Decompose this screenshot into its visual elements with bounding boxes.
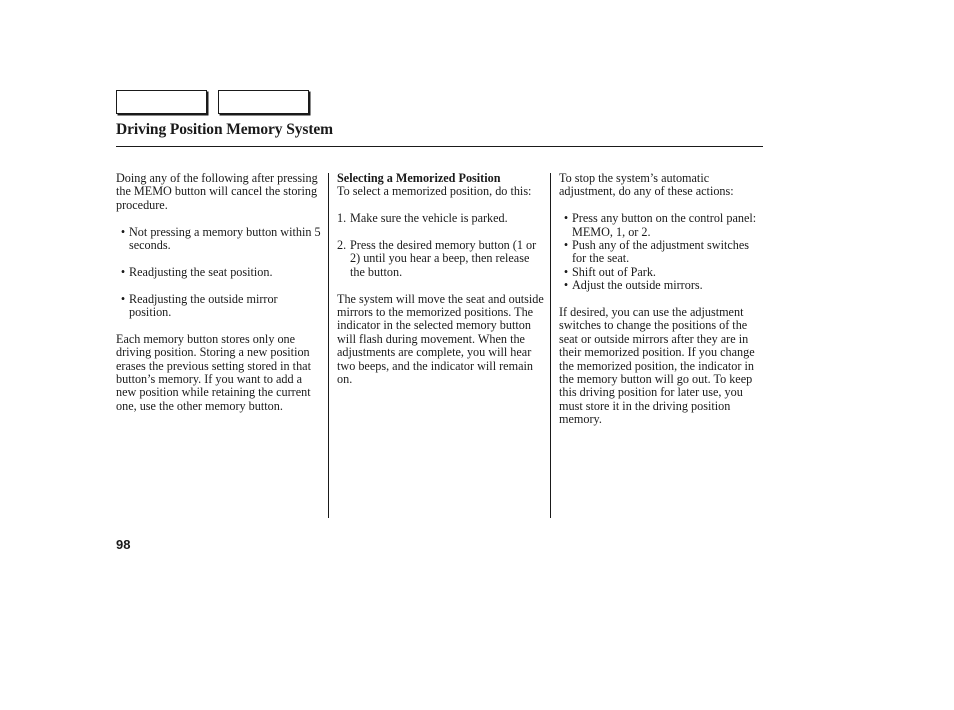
column-1 xyxy=(116,172,322,413)
page-number: 98 xyxy=(116,537,131,552)
column-2 xyxy=(337,172,545,386)
col1-intro: Doing any of the following after pressing the MEMO button will cancel the storing procedure. xyxy=(116,171,318,212)
list-item xyxy=(116,226,322,253)
list-item-text: Adjust the outside mirrors. xyxy=(572,278,703,293)
step-text: Press the desired memory button (1 or 2) until you hear a beep, then release the button. xyxy=(350,238,537,279)
list-item-text: Not pressing a memory button within 5 seconds. xyxy=(129,224,321,253)
nav-tab-button-1[interactable] xyxy=(116,90,207,114)
col3-paragraph: If desired, you can use the adjustment switches to change the positions of the seat or outside mirrors after they are in their memorized position. If you change the memorized position, the indicator in the memory button will go out. To keep this driving position for later use, you must store it in the driving position memory. xyxy=(559,305,755,427)
column-3 xyxy=(559,172,762,427)
title-rule xyxy=(116,146,763,147)
section-heading: Selecting a Memorized Position xyxy=(337,171,501,185)
step-item xyxy=(337,239,545,279)
list-item-text: Readjusting the seat position. xyxy=(129,264,273,279)
list-item-text: Shift out of Park. xyxy=(572,264,656,279)
list-item xyxy=(116,266,322,279)
page-title: Driving Position Memory System xyxy=(116,121,333,138)
list-item xyxy=(559,212,762,239)
list-item xyxy=(559,239,762,266)
list-item-text: Readjusting the outside mirror position. xyxy=(129,291,278,320)
step-item xyxy=(337,212,545,225)
bullet-icon: • xyxy=(563,264,569,279)
bullet-icon: • xyxy=(120,264,126,279)
step-number: 2. xyxy=(337,238,347,252)
step-number: 1. xyxy=(337,211,347,226)
column-divider-1 xyxy=(328,173,329,518)
col1-paragraph: Each memory button stores only one driving position. Storing a new position erases the previous setting stored in that button’s memory. If you want to add a new position while retaining the current one, use the other memory button. xyxy=(116,331,311,413)
bullet-icon: • xyxy=(563,278,569,293)
col3-intro: To stop the system’s automatic adjustment, do any of these actions: xyxy=(559,171,734,199)
nav-tab-button-2[interactable] xyxy=(218,90,309,114)
list-item xyxy=(116,293,322,320)
bullet-icon: • xyxy=(120,224,126,239)
column-divider-2 xyxy=(550,173,551,518)
bullet-icon: • xyxy=(120,291,126,306)
step-text: Make sure the vehicle is parked. xyxy=(350,211,508,226)
bullet-icon: • xyxy=(563,211,569,226)
col2-paragraph: The system will move the seat and outside mirrors to the memorized positions. The indicator in the selected memory button will flash during movement. When the adjustments are complete, you will hear two beeps, and the indicator will remain on. xyxy=(337,291,544,387)
list-item-text: Press any button on the control panel: MEMO, 1, or 2. xyxy=(572,211,757,239)
list-item xyxy=(559,279,762,292)
list-item-text: Push any of the adjustment switches for the seat. xyxy=(572,238,750,266)
bullet-icon: • xyxy=(563,238,569,253)
list-item xyxy=(559,266,762,279)
col2-intro: To select a memorized position, do this: xyxy=(337,184,532,199)
